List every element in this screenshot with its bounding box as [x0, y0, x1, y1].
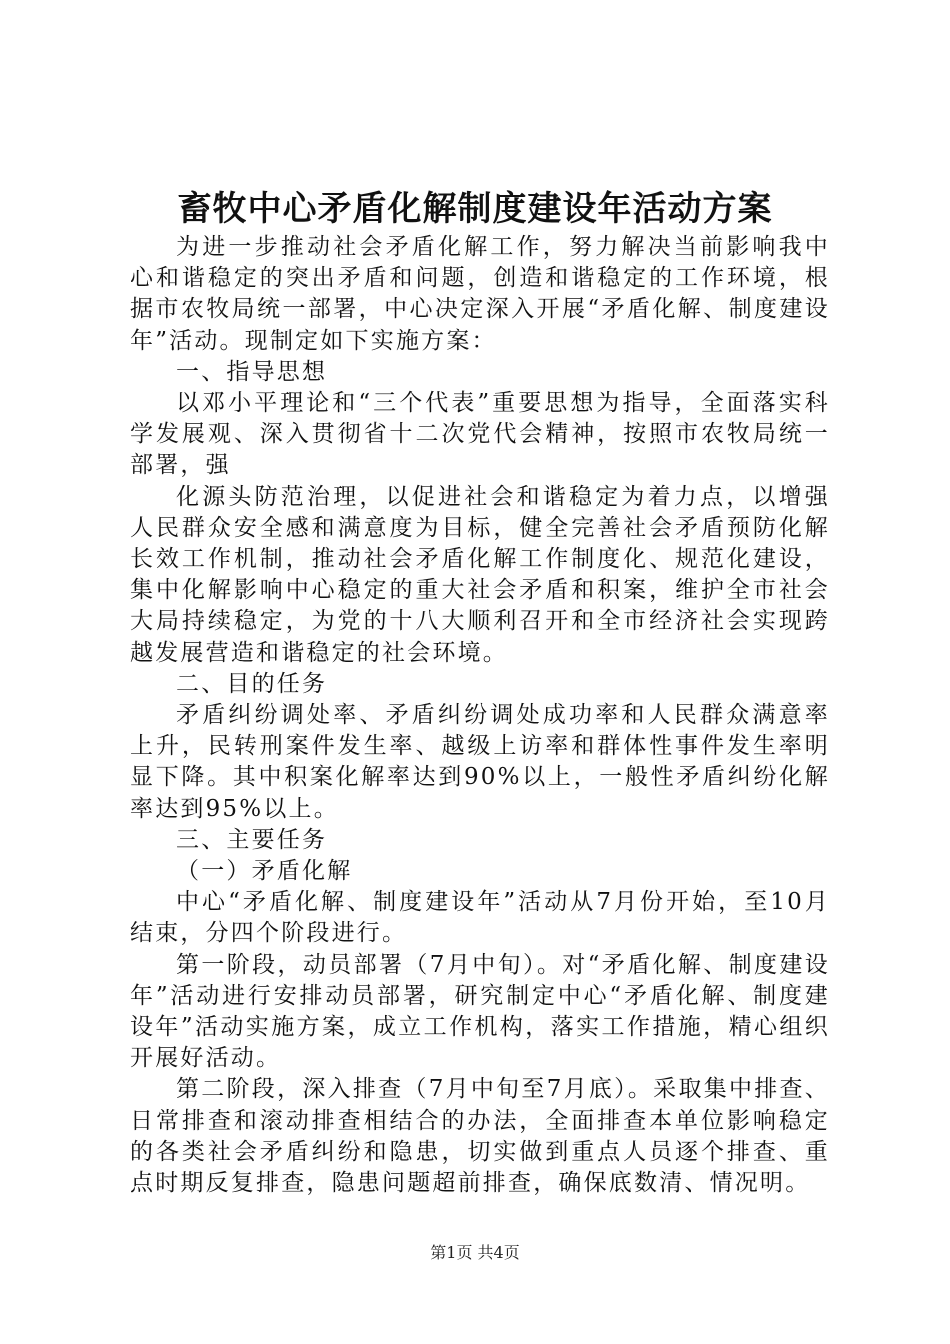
section-heading-guiding-thought: 一、指导思想: [176, 358, 328, 385]
paragraph-activity-schedule: 中心“矛盾化解、制度建设年”活动从7月份开始，至10月结束，分四个阶段进行。: [130, 889, 830, 947]
paragraph-intro: 为进一步推动社会矛盾化解工作，努力解决当前影响我中心和谐稳定的突出矛盾和问题，创造和谐稳定的工作环境，根据市农牧局统一部署，中心决定深入开展“矛盾化解、制度建设年”活动。现制定如下实施方案：: [130, 234, 830, 354]
paragraph-objectives: 矛盾纠纷调处率、矛盾纠纷调处成功率和人民群众满意率上升，民转刑案件发生率、越级上访率和群体性事件发生率明显下降。其中积案化解率达到90%以上，一般性矛盾纠纷化解率达到95%以上。: [130, 702, 830, 822]
paragraph-guiding-thought: 以邓小平理论和“三个代表”重要思想为指导，全面落实科学发展观、深入贯彻省十二次党代会精神，按照市农牧局统一部署，强: [130, 390, 830, 479]
document-title: 畜牧中心矛盾化解制度建设年活动方案: [177, 189, 773, 229]
paragraph-guiding-thought-cont: 化源头防范治理，以促进社会和谐稳定为着力点，以增强人民群众安全感和满意度为目标，健全完善社会矛盾预防化解长效工作机制，推动社会矛盾化解工作制度化、规范化建设，集中化解影响中心稳定的重大社会矛盾和积案，维护全市社会大局持续稳定，为党的十八大顺利召开和全市经济社会实现跨越发展营造和谐稳定的社会环境。: [130, 483, 830, 666]
subsection-heading-conflict-resolution: （一）矛盾化解: [176, 858, 353, 885]
paragraph-phase-one: 第一阶段，动员部署（7月中旬）。对“矛盾化解、制度建设年”活动进行安排动员部署，研究制定中心“矛盾化解、制度建设年”活动实施方案，成立工作机构，落实工作措施，精心组织开展好活动。: [130, 951, 830, 1072]
document-body: [130, 232, 830, 1199]
section-heading-main-tasks: 三、主要任务: [176, 826, 328, 853]
page-number-footer: 第1页 共4页: [430, 1243, 520, 1262]
section-heading-objectives: 二、目的任务: [176, 670, 328, 697]
paragraph-phase-two: 第二阶段，深入排查（7月中旬至7月底）。采取集中排查、日常排查和滚动排查相结合的办法，全面排查本单位影响稳定的各类社会矛盾纠纷和隐患，切实做到重点人员逐个排查、重点时期反复排查，隐患问题超前排查，确保底数清、情况明。: [130, 1076, 830, 1197]
